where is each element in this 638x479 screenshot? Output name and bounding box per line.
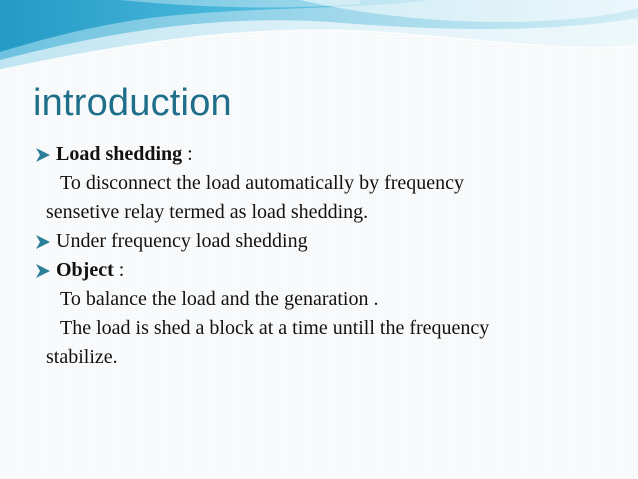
slide-title: introduction xyxy=(33,82,232,124)
paragraph-line: The load is shed a block at a time untill the frequency xyxy=(60,317,490,339)
arrow-bullet-icon xyxy=(35,263,51,279)
arrow-bullet-icon xyxy=(35,147,51,163)
paragraph-line: sensetive relay termed as load shedding. xyxy=(46,201,369,223)
bullet-item xyxy=(34,256,614,285)
paragraph-line: To balance the load and the genaration . xyxy=(60,288,379,310)
bullet-item xyxy=(34,227,614,256)
paragraph xyxy=(34,314,614,372)
bullet-bold-text: Load shedding xyxy=(56,143,183,165)
bullet-text: : xyxy=(182,143,193,165)
paragraph-line: stabilize. xyxy=(46,346,118,368)
bullet-text: Under frequency load shedding xyxy=(56,230,308,252)
paragraph xyxy=(34,169,614,227)
bullet-item xyxy=(34,140,614,169)
paragraph xyxy=(34,285,614,314)
bullet-text: : xyxy=(113,259,125,281)
header-wave-decoration xyxy=(0,0,638,80)
bullet-bold-text: Object xyxy=(56,259,114,281)
paragraph-line: To disconnect the load automatically by frequency xyxy=(60,172,465,194)
slide-content xyxy=(34,140,614,372)
arrow-bullet-icon xyxy=(35,234,51,250)
